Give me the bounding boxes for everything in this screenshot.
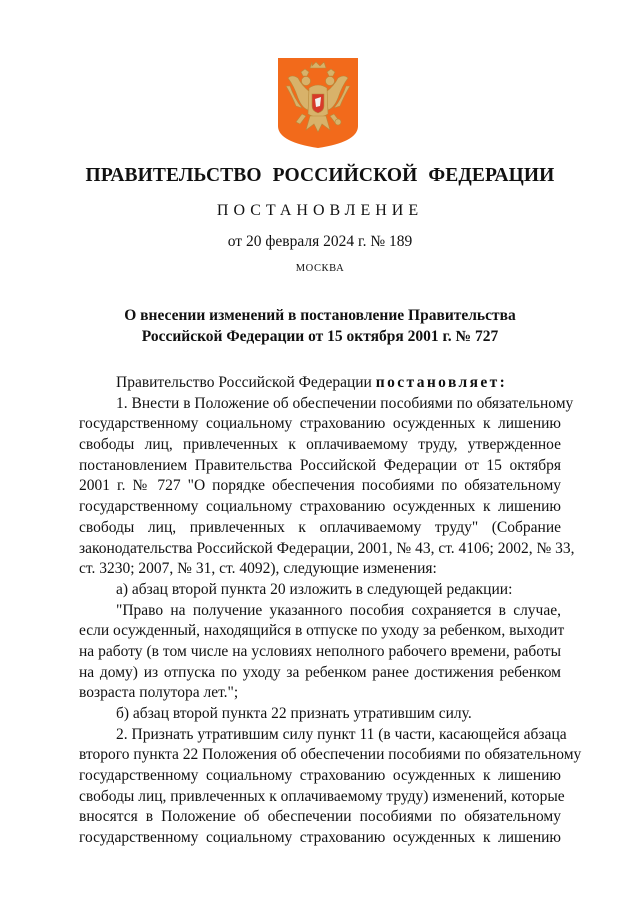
body-line: ст. 3230; 2007, № 31, ст. 4092), следующие изменения:	[79, 560, 437, 578]
body-line: 2. Признать утратившим силу пункт 11 (в части, касающейся абзаца	[116, 725, 567, 743]
document-body	[79, 373, 582, 849]
body-line: свободы лиц, привлеченных к оплачиваемому труду" (Собрание	[79, 518, 561, 536]
government-title: ПРАВИТЕЛЬСТВО РОССИЙСКОЙ ФЕДЕРАЦИИ	[85, 165, 555, 186]
preamble-resolves: постановляет:	[375, 374, 508, 391]
document-subject	[0, 305, 640, 347]
body-line: государственному социальному страхованию осужденных к лишению	[79, 498, 561, 516]
body-line: если осужденный, находящийся в отпуске по уходу за ребенком, выходит	[79, 622, 565, 640]
body-line: постановлением Правительства Российской Федерации от 15 октября	[79, 456, 561, 474]
coat-of-arms-icon	[276, 56, 360, 150]
preamble-line	[79, 373, 561, 394]
body-line: свободы лиц, привлеченных к оплачиваемому труду, утвержденное	[79, 436, 561, 454]
document-date-number: от 20 февраля 2024 г. № 189	[227, 233, 413, 250]
body-line: на дому) из отпуска по уходу за ребенком ранее достижения ребенком	[79, 663, 561, 681]
body-line: 2001 г. № 727 "О порядке обеспечения пособиями по обязательному	[79, 477, 561, 495]
subject-line-1: О внесении изменений в постановление Правительства	[124, 307, 516, 324]
document-type: ПОСТАНОВЛЕНИЕ	[216, 202, 424, 219]
body-line: вносятся в Положение об обеспечении пособиями по обязательному	[79, 808, 561, 826]
body-line: на работу (в том числе на условиях неполного рабочего времени, работы	[79, 642, 561, 660]
body-line: государственному социальному страхованию осужденных к лишению	[79, 829, 561, 847]
preamble-text: Правительство Российской Федерации	[116, 374, 376, 391]
body-line: 1. Внести в Положение об обеспечении пособиями по обязательному	[116, 394, 574, 412]
body-line: государственному социальному страхованию осужденных к лишению	[79, 415, 561, 433]
body-line: второго пункта 22 Положения об обеспечении пособиями по обязательному	[79, 746, 582, 764]
body-line: свободы лиц, привлеченных к оплачиваемому труду) изменений, которые	[79, 787, 565, 805]
body-line: а) абзац второй пункта 20 изложить в следующей редакции:	[116, 580, 513, 598]
body-line: государственному социальному страхованию осужденных к лишению	[79, 767, 561, 785]
body-line: б) абзац второй пункта 22 признать утратившим силу.	[116, 705, 472, 722]
subject-line-2: Российской Федерации от 15 октября 2001 г. № 727	[141, 328, 499, 345]
body-line: законодательства Российской Федерации, 2001, № 43, ст. 4106; 2002, № 33,	[79, 539, 575, 557]
city-label: МОСКВА	[295, 263, 345, 274]
body-line: "Право на получение указанного пособия сохраняется в случае,	[116, 601, 561, 619]
body-line: возраста полутора лет.";	[79, 684, 239, 702]
